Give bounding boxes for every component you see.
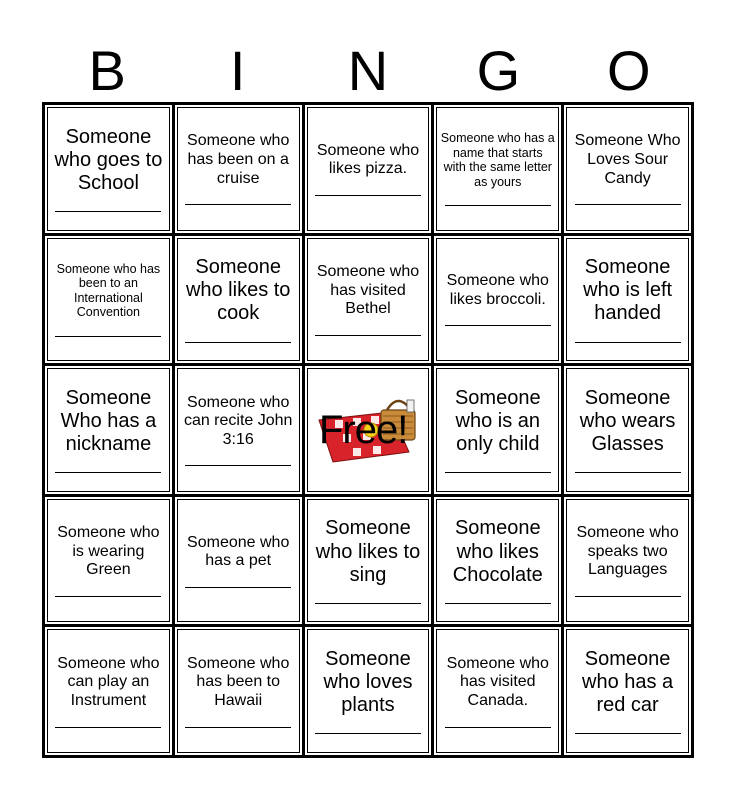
bingo-cell[interactable] <box>175 366 302 494</box>
bingo-cell[interactable] <box>175 627 302 755</box>
bingo-cell[interactable] <box>564 105 691 233</box>
signature-line <box>185 587 291 588</box>
signature-line <box>575 204 681 205</box>
bingo-cell-text: Someone who has been to an International Convention <box>56 261 161 320</box>
signature-line <box>445 603 551 604</box>
bingo-cell-text: Someone who can recite John 3:16 <box>183 393 293 448</box>
signature-line <box>55 211 161 212</box>
bingo-cell-text: Someone who has been to Hawaii <box>187 654 290 709</box>
bingo-header <box>42 40 694 102</box>
signature-line <box>315 335 421 336</box>
bingo-cell-text: Someone who speaks two Languages <box>576 524 679 579</box>
bingo-cell-text: Someone who likes broccoli. <box>446 272 549 308</box>
header-letter-b: B <box>88 39 126 102</box>
signature-line <box>315 733 421 734</box>
bingo-cell-text: Someone who is left handed <box>583 256 673 325</box>
signature-line <box>55 472 161 473</box>
signature-line <box>185 342 291 343</box>
bingo-cell[interactable] <box>434 236 561 364</box>
bingo-cell-text: Someone Who Loves Sour Candy <box>574 132 681 187</box>
bingo-cell-text: Someone who has visited Bethel <box>316 263 420 318</box>
header-letter-i: I <box>229 39 246 102</box>
bingo-cell[interactable] <box>564 366 691 494</box>
signature-line <box>575 733 681 734</box>
bingo-cell-text: Someone who has been on a cruise <box>187 132 290 187</box>
bingo-cell-text: Someone who likes Chocolate <box>452 517 543 586</box>
picnic-basket-icon <box>313 390 423 470</box>
bingo-cell-text: Someone who has a red car <box>582 647 674 717</box>
bingo-cell-text: Someone who can play an Instrument <box>57 654 160 709</box>
header-letter-n: N <box>347 39 389 102</box>
bingo-cell[interactable] <box>45 627 172 755</box>
bingo-cell-text: Someone who likes to cook <box>185 256 291 325</box>
bingo-cell[interactable] <box>434 105 561 233</box>
bingo-cell[interactable] <box>305 105 432 233</box>
bingo-cell-text: Someone who has visited Canada. <box>446 654 549 709</box>
bingo-cell[interactable] <box>45 105 172 233</box>
bingo-cell[interactable] <box>45 236 172 364</box>
signature-line <box>55 596 161 597</box>
bingo-grid <box>42 102 694 758</box>
bingo-cell-text: Someone who loves plants <box>323 647 413 717</box>
bingo-cell[interactable] <box>564 627 691 755</box>
bingo-cell-text: Someone who likes to sing <box>315 517 421 586</box>
bingo-cell[interactable] <box>175 497 302 625</box>
bingo-cell[interactable] <box>175 236 302 364</box>
signature-line <box>445 205 551 206</box>
signature-line <box>55 727 161 728</box>
bingo-cell[interactable] <box>45 366 172 494</box>
bingo-cell-free[interactable] <box>305 366 432 494</box>
bingo-cell-text: Someone who is an only child <box>454 386 541 456</box>
signature-line <box>185 465 291 466</box>
bingo-cell[interactable] <box>434 627 561 755</box>
signature-line <box>575 596 681 597</box>
bingo-cell[interactable] <box>434 497 561 625</box>
bingo-cell[interactable] <box>564 497 691 625</box>
bingo-cell-text: Someone who has a name that starts with the same letter as yours <box>440 131 555 189</box>
signature-line <box>315 603 421 604</box>
bingo-cell-text: Someone who wears Glasses <box>579 386 676 456</box>
signature-line <box>445 727 551 728</box>
bingo-cell-text: Someone who has a pet <box>187 533 290 570</box>
signature-line <box>445 325 551 326</box>
signature-line <box>185 204 291 205</box>
bingo-cell[interactable] <box>434 366 561 494</box>
header-letter-o: O <box>607 39 651 102</box>
bingo-cell[interactable] <box>305 627 432 755</box>
signature-line <box>55 336 161 337</box>
signature-line <box>445 472 551 473</box>
signature-line <box>575 342 681 343</box>
bingo-cell-text: Someone Who has a nickname <box>60 386 157 456</box>
header-letter-g: G <box>476 39 521 102</box>
bingo-cell-text: Someone who goes to School <box>54 125 163 194</box>
signature-line <box>575 472 681 473</box>
bingo-cell[interactable] <box>45 497 172 625</box>
bingo-cell[interactable] <box>175 105 302 233</box>
free-space-label: Free! <box>318 407 408 452</box>
bingo-cell[interactable] <box>305 497 432 625</box>
bingo-cell[interactable] <box>305 236 432 364</box>
signature-line <box>185 727 291 728</box>
bingo-cell-text: Someone who is wearing Green <box>57 524 160 579</box>
bingo-cell[interactable] <box>564 236 691 364</box>
signature-line <box>315 195 421 196</box>
bingo-cell-text: Someone who likes pizza. <box>316 141 420 178</box>
